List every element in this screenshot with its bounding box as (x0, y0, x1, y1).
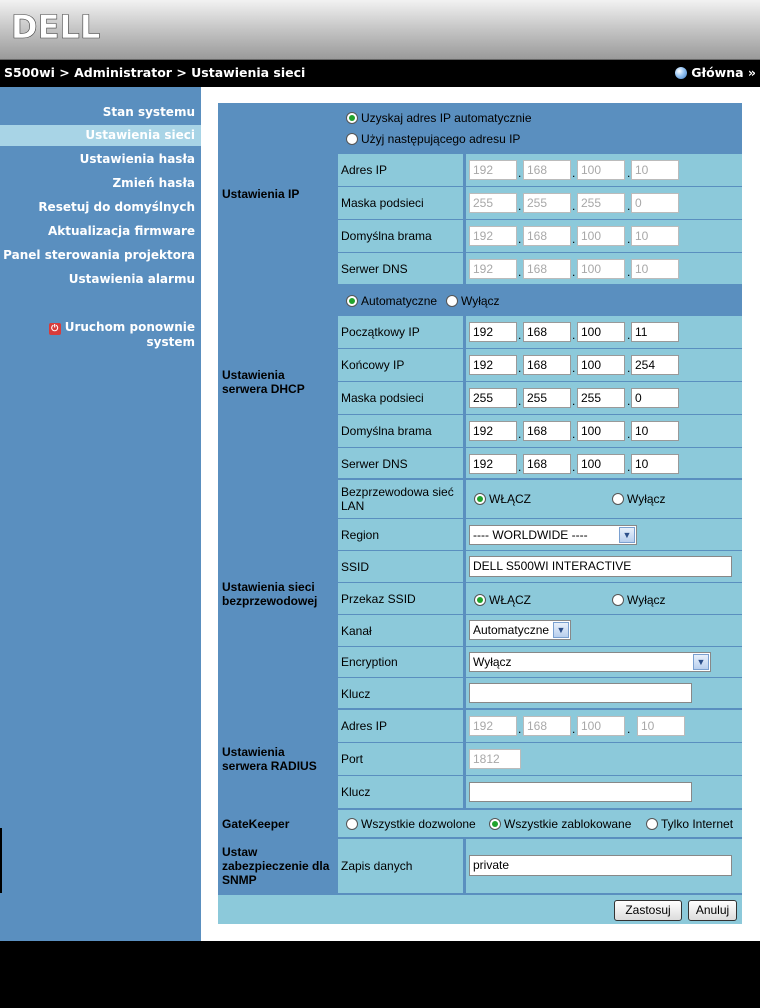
dhcp-mode-row (338, 286, 742, 315)
ip-octet-field[interactable]: 192 (469, 322, 517, 342)
divider (463, 776, 466, 808)
radius-key-input[interactable] (469, 782, 692, 802)
section-dhcp (218, 286, 335, 478)
channel-row (338, 615, 742, 646)
separator: . (518, 265, 522, 279)
footer-bar (0, 941, 760, 1008)
sidebar-item-projector-control[interactable]: Panel sterowania projektora (3, 248, 195, 262)
separator: . (627, 427, 631, 441)
ip-octet-field[interactable]: 168 (523, 716, 571, 736)
ip-octet-field[interactable]: 168 (523, 259, 571, 279)
gatekeeper-row (338, 810, 742, 837)
ip-octet-field[interactable]: 100 (577, 226, 625, 246)
field-label: Serwer DNS (341, 262, 408, 276)
field-label: Domyślna brama (341, 229, 432, 243)
ip-octet-field[interactable]: 168 (523, 226, 571, 246)
dhcp-start-row (338, 316, 742, 348)
radio-icon (346, 818, 358, 830)
ip-octet-field[interactable]: 168 (523, 454, 571, 474)
field-label: Maska podsieci (341, 196, 424, 210)
field-label: Zapis danych (341, 859, 413, 873)
divider (463, 154, 466, 186)
field-label: Klucz (341, 785, 371, 799)
ip-octet-field[interactable]: 100 (577, 716, 625, 736)
field-label: Encryption (341, 655, 398, 669)
gateway-row (338, 220, 742, 252)
field-label: Klucz (341, 687, 371, 701)
wlan-on-option[interactable] (474, 492, 531, 506)
divider (463, 480, 466, 518)
option-label: Uzyskaj adres IP automatycznie (361, 111, 532, 125)
wlan-off-option[interactable] (612, 492, 666, 506)
separator: . (572, 361, 576, 375)
field-label: Adres IP (341, 163, 388, 177)
ip-octet-field[interactable]: 10 (631, 454, 679, 474)
breadcrumb-bar (0, 61, 760, 85)
home-label: Główna (691, 65, 744, 80)
ip-octet-field[interactable]: 100 (577, 355, 625, 375)
sidebar-item-reset-defaults[interactable]: Resetuj do domyślnych (38, 200, 195, 214)
ip-octet-field[interactable]: 254 (631, 355, 679, 375)
separator: . (518, 460, 522, 474)
ip-mode-row (338, 103, 742, 153)
radio-icon (612, 493, 624, 505)
radio-icon (474, 594, 486, 606)
ip-octet-field[interactable]: 0 (631, 388, 679, 408)
section-title: Ustawienia IP (222, 186, 300, 201)
separator: . (627, 394, 631, 408)
option-label: Wszystkie zablokowane (504, 817, 632, 831)
encryption-select[interactable] (469, 652, 711, 672)
separator: . (572, 166, 576, 180)
ssid-broadcast-row (338, 583, 742, 614)
ip-octet-field[interactable]: 192 (469, 355, 517, 375)
divider (463, 220, 466, 252)
ip-octet-field[interactable]: 192 (469, 421, 517, 441)
separator: . (518, 394, 522, 408)
separator: . (627, 328, 631, 342)
option-label: Użyj następującego adresu IP (361, 132, 521, 146)
ip-octet-field[interactable]: 168 (523, 160, 571, 180)
radius-ip-row (338, 710, 742, 742)
separator: . (627, 361, 631, 375)
field-label: Początkowy IP (341, 325, 420, 339)
radio-icon (346, 133, 358, 145)
divider (463, 551, 466, 582)
field-label: Port (341, 752, 364, 766)
section-wireless (218, 480, 335, 708)
gatekeeper-internet-only-option[interactable] (646, 817, 733, 831)
dhcp-dns-row (338, 448, 742, 478)
separator: . (518, 427, 522, 441)
broadcast-on-option[interactable] (474, 593, 531, 607)
ip-octet-field[interactable]: 192 (469, 454, 517, 474)
option-label: Automatyczne (361, 294, 438, 308)
ip-octet-field[interactable]: 192 (469, 259, 517, 279)
field-label: Końcowy IP (341, 358, 405, 372)
snmp-row (338, 839, 742, 893)
option-label: Wszystkie dozwolone (361, 817, 476, 831)
ip-octet-field[interactable]: 10 (631, 259, 679, 279)
separator: . (572, 460, 576, 474)
field-label: Region (341, 528, 380, 542)
ip-octet-field[interactable]: 10 (631, 160, 679, 180)
sidebar-item-change-password[interactable]: Zmień hasła (112, 176, 195, 190)
ip-octet-field[interactable]: 10 (637, 716, 685, 736)
restart-label-line1: Uruchom ponownie (64, 320, 195, 334)
dhcp-mask-row (338, 382, 742, 414)
ip-octet-field[interactable]: 192 (469, 716, 517, 736)
ip-octet-field[interactable]: 255 (523, 193, 571, 213)
option-label: WŁĄCZ (489, 492, 531, 506)
sidebar-item-alarm-settings[interactable]: Ustawienia alarmu (68, 272, 195, 286)
separator: . (572, 265, 576, 279)
divider (463, 743, 466, 775)
divider (463, 710, 466, 742)
ip-octet-field[interactable]: 255 (469, 388, 517, 408)
home-link[interactable] (675, 61, 756, 85)
snmp-write-input[interactable]: private (469, 855, 732, 876)
divider (463, 316, 466, 348)
option-label: Wyłącz (461, 294, 500, 308)
globe-icon (675, 67, 687, 79)
section-radius (218, 710, 335, 808)
divider (463, 382, 466, 414)
chevron-down-icon: ▼ (553, 622, 569, 638)
ip-octet-field[interactable]: 192 (469, 226, 517, 246)
section-title: Ustaw zabezpieczenie dla SNMP (222, 845, 330, 887)
ip-auto-option[interactable] (346, 111, 532, 125)
divider (463, 615, 466, 646)
radio-icon (346, 112, 358, 124)
select-value: Wyłącz (473, 655, 512, 669)
dhcp-end-row (338, 349, 742, 381)
restart-label-line2: system (146, 335, 195, 349)
dell-logo (7, 4, 107, 48)
port-input[interactable]: 1812 (469, 749, 521, 769)
separator: . (518, 166, 522, 180)
radius-port-row (338, 743, 742, 775)
restart-system-link[interactable] (40, 320, 195, 349)
field-label: Kanał (341, 624, 372, 638)
separator: . (627, 232, 631, 246)
separator: . (572, 427, 576, 441)
divider (463, 519, 466, 550)
sidebar-item-system-status[interactable]: Stan systemu (102, 105, 195, 119)
sidebar-item-network-settings[interactable]: Ustawienia sieci (0, 125, 201, 146)
separator: . (572, 232, 576, 246)
field-label: Domyślna brama (341, 424, 432, 438)
left-edge (0, 828, 2, 893)
field-label: Bezprzewodowa sieć LAN (341, 485, 454, 513)
ip-octet-field[interactable]: 100 (577, 322, 625, 342)
divider (463, 448, 466, 478)
ip-octet-field[interactable]: 168 (523, 322, 571, 342)
field-label: Przekaz SSID (341, 592, 416, 606)
radius-key-row (338, 776, 742, 808)
region-row (338, 519, 742, 550)
radio-icon (474, 493, 486, 505)
section-title: Ustawienia sieci bezprzewodowej (222, 580, 318, 608)
dns-row (338, 253, 742, 284)
divider (463, 678, 466, 708)
chevron-down-icon: ▼ (619, 527, 635, 543)
region-select[interactable] (469, 525, 637, 545)
section-snmp (218, 839, 335, 893)
radio-icon (489, 818, 501, 830)
section-title: GateKeeper (222, 816, 290, 831)
section-title: Ustawienia serwera RADIUS (222, 745, 317, 773)
divider (463, 583, 466, 614)
ip-octet-field[interactable]: 10 (631, 421, 679, 441)
chevron-down-icon: ▼ (693, 654, 709, 670)
sidebar-item-password-settings[interactable]: Ustawienia hasła (79, 152, 195, 166)
dhcp-gateway-row (338, 415, 742, 447)
header-bar (0, 0, 760, 60)
separator: . (518, 361, 522, 375)
breadcrumb: S500wi > Administrator > Ustawienia sieci (4, 65, 306, 80)
power-icon: ⏻ (49, 323, 61, 335)
radio-icon (446, 295, 458, 307)
ip-address-row (338, 154, 742, 186)
ip-octet-field[interactable]: 100 (577, 421, 625, 441)
radio-icon (646, 818, 658, 830)
dhcp-off-option[interactable] (446, 294, 500, 308)
separator: . (572, 199, 576, 213)
separator: . (518, 199, 522, 213)
divider (463, 187, 466, 219)
dhcp-auto-option[interactable] (346, 294, 437, 308)
option-label: Wyłącz (627, 593, 666, 607)
section-ip-settings (218, 103, 335, 284)
divider (463, 839, 466, 893)
ip-octet-field[interactable]: 255 (577, 388, 625, 408)
double-arrow-icon: » (747, 65, 756, 80)
ip-octet-field[interactable]: 192 (469, 160, 517, 180)
ip-octet-field[interactable]: 100 (577, 454, 625, 474)
ip-octet-field[interactable]: 168 (523, 355, 571, 375)
ip-octet-field[interactable]: 100 (577, 259, 625, 279)
settings-form (218, 103, 742, 924)
channel-select[interactable] (469, 620, 571, 640)
radio-icon (612, 594, 624, 606)
broadcast-off-option[interactable] (612, 593, 666, 607)
divider (463, 415, 466, 447)
field-label: Serwer DNS (341, 457, 408, 471)
wireless-key-row (338, 678, 742, 708)
gatekeeper-all-allowed-option[interactable] (346, 817, 476, 831)
radio-icon (346, 295, 358, 307)
separator: . (572, 328, 576, 342)
separator: . (627, 460, 631, 474)
ip-octet-field[interactable]: 10 (631, 226, 679, 246)
field-label: Maska podsieci (341, 391, 424, 405)
svg-text:DELL: DELL (11, 8, 101, 46)
separator: . (518, 232, 522, 246)
apply-button[interactable]: Zastosuj (614, 900, 682, 921)
field-label: SSID (341, 560, 370, 574)
ssid-input[interactable]: DELL S500WI INTERACTIVE (469, 556, 732, 577)
field-label: Adres IP (341, 719, 388, 733)
option-label: WŁĄCZ (489, 593, 531, 607)
ip-octet-field[interactable]: 0 (631, 193, 679, 213)
separator: . (518, 328, 522, 342)
ip-octet-field[interactable]: 255 (469, 193, 517, 213)
separator: . (518, 722, 522, 736)
option-label: Wyłącz (627, 492, 666, 506)
cancel-button[interactable]: Anuluj (688, 900, 737, 921)
ip-octet-field[interactable]: 168 (523, 421, 571, 441)
section-gatekeeper (218, 810, 335, 837)
ip-manual-option[interactable] (346, 132, 520, 146)
sidebar (0, 87, 201, 941)
separator: . (572, 722, 576, 736)
gatekeeper-all-blocked-option[interactable] (489, 817, 631, 831)
separator: . (627, 199, 631, 213)
select-value: Automatyczne (473, 623, 550, 637)
ip-octet-field[interactable]: 255 (577, 193, 625, 213)
separator: . (572, 394, 576, 408)
divider (463, 253, 466, 284)
ip-octet-field[interactable]: 100 (577, 160, 625, 180)
encryption-row (338, 647, 742, 677)
ip-octet-field[interactable]: 255 (523, 388, 571, 408)
ip-octet-field[interactable]: 11 (631, 322, 679, 342)
select-value: ---- WORLDWIDE ---- (473, 528, 588, 542)
section-title: Ustawienia serwera DHCP (222, 368, 305, 396)
subnet-mask-row (338, 187, 742, 219)
separator: . (627, 166, 631, 180)
divider (463, 349, 466, 381)
wireless-key-input[interactable] (469, 683, 692, 703)
sidebar-item-firmware-update[interactable]: Aktualizacja firmware (47, 224, 195, 238)
separator: . (627, 722, 631, 736)
button-bar (218, 895, 742, 924)
separator: . (627, 265, 631, 279)
option-label: Tylko Internet (661, 817, 734, 831)
ssid-row (338, 551, 742, 582)
divider (463, 647, 466, 677)
main-content (201, 87, 760, 941)
wlan-row (338, 480, 742, 518)
